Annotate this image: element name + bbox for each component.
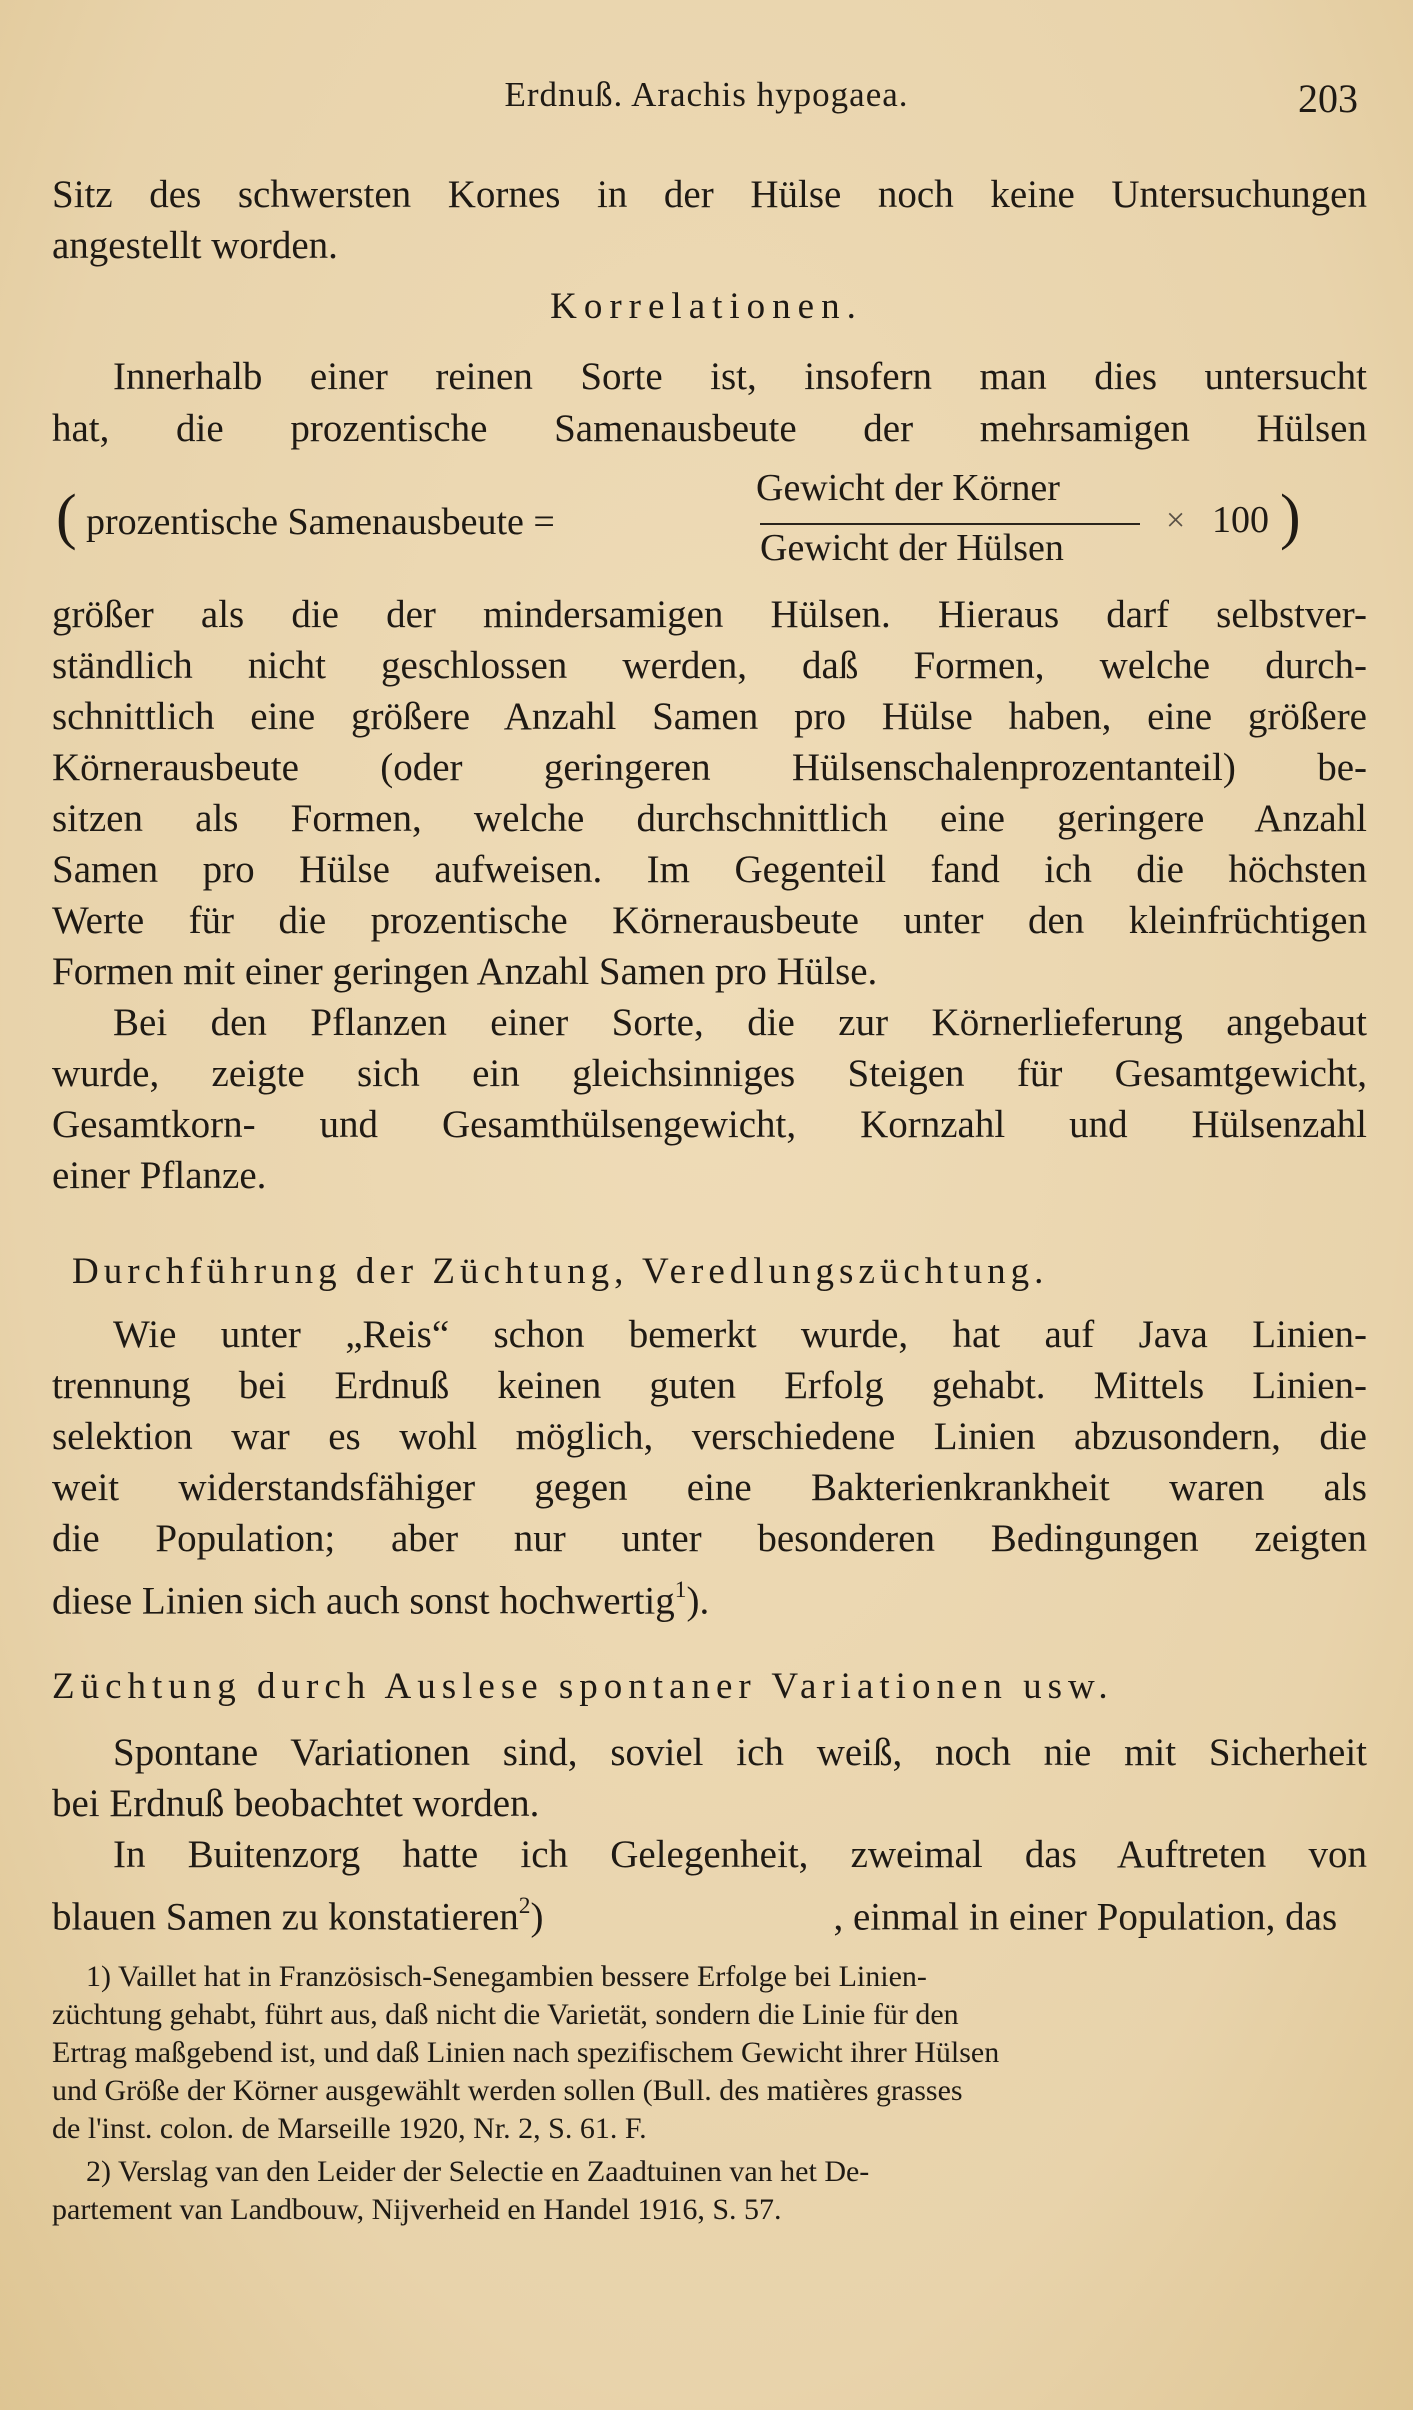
page-number: 203 (1298, 76, 1358, 121)
text-line: wurde, zeigte sich ein gleichsinniges Steigen für Gesamtgewicht, (52, 1052, 1367, 1095)
text-line: hat, die prozentische Samenausbeute der mehrsamigen Hülsen (52, 407, 1367, 450)
text-line: größer als die der mindersamigen Hülsen. Hieraus darf selbstver- (52, 593, 1367, 636)
text-line: In Buitenzorg hatte ich Gelegenheit, zweimal das Auftreten von (113, 1833, 1367, 1876)
text-line: bei Erdnuß beobachtet worden. (52, 1782, 540, 1825)
footnote-mark: 1) (86, 1960, 111, 1993)
text-line: sitzen als Formen, welche durchschnittlich eine geringere Anzahl (52, 797, 1367, 840)
text-line (52, 1881, 1367, 1942)
text-line: Formen mit einer geringen Anzahl Samen pro Hülse. (52, 950, 878, 993)
footnote-2 (86, 2153, 1401, 2191)
text-line: Wie unter „Reis“ schon bemerkt wurde, hat auf Java Linien- (113, 1313, 1367, 1356)
text-line: Innerhalb einer reinen Sorte ist, insofern man dies untersucht (113, 355, 1367, 398)
footnote-line: de l'inst. colon. de Marseille 1920, Nr. 2, S. 61. F. (52, 2112, 647, 2145)
text-line: Körnerausbeute (oder geringeren Hülsenschalenprozentanteil) be- (52, 746, 1367, 789)
line-text: ). (686, 1579, 710, 1623)
formula-times: × (1166, 502, 1186, 539)
formula-factor: 100 (1212, 499, 1269, 541)
footnote-text: Verslag van den Leider der Selectie en Zaadtuinen van het De- (117, 2155, 870, 2188)
footnote-text: Vaillet hat in Französisch-Senegambien bessere Erfolge bei Linien- (117, 1960, 927, 1993)
section-heading-durchfuehrung: Durchführung der Züchtung, Veredlungszüchtung. (72, 1251, 1049, 1292)
footnote-ref: 1 (674, 1577, 687, 1603)
formula-close-paren: ) (1280, 483, 1301, 551)
text-line: Spontane Variationen sind, soviel ich weiß, noch nie mit Sicherheit (113, 1731, 1367, 1774)
text-line: Sitz des schwersten Kornes in der Hülse noch keine Untersuchungen (52, 173, 1367, 216)
footnote-mark: 2) (86, 2155, 111, 2188)
text-line: die Population; aber nur unter besonderen Bedingungen zeigten (52, 1517, 1367, 1560)
text-line: trennung bei Erdnuß keinen guten Erfolg gehabt. Mittels Linien- (52, 1364, 1367, 1407)
formula-open-paren: ( (56, 483, 77, 551)
text-line: ständlich nicht geschlossen werden, daß Formen, welche durch- (52, 644, 1367, 687)
text-line: Werte für die prozentische Körnerausbeute unter den kleinfrüchtigen (52, 899, 1367, 942)
footnote-line: züchtung gehabt, führt aus, daß nicht die Varietät, sondern die Linie für den (52, 1998, 959, 2031)
formula-denominator: Gewicht der Hülsen (760, 527, 1064, 569)
running-header: Erdnuß. Arachis hypogaea. (504, 75, 909, 114)
text-line: schnittlich eine größere Anzahl Samen pro Hülse haben, eine größere (52, 695, 1367, 738)
formula-lhs: prozentische Samenausbeute = (86, 501, 555, 543)
footnote-1 (86, 1958, 1401, 1996)
line-text: ) (530, 1895, 544, 1939)
line-text: diese Linien sich auch sonst hochwertig (52, 1579, 675, 1623)
section-heading-korrelationen: Korrelationen. (550, 286, 863, 327)
text-line: Bei den Pflanzen einer Sorte, die zur Körnerlieferung angebaut (113, 1001, 1367, 1044)
text-line: Gesamtkorn- und Gesamthülsengewicht, Kornzahl und Hülsenzahl (52, 1103, 1367, 1146)
fraction-bar (760, 523, 1140, 525)
footnote-line: Ertrag maßgebend ist, und daß Linien nach spezifischem Gewicht ihrer Hülsen (52, 2036, 1000, 2069)
text-line (52, 1565, 1367, 1626)
line-text: , einmal in einer Population, das (833, 1895, 1338, 1939)
footnote-line: und Größe der Körner ausgewählt werden sollen (Bull. des matières grasses (52, 2074, 963, 2107)
text-line: einer Pflanze. (52, 1154, 267, 1197)
section-heading-zuechtung: Züchtung durch Auslese spontaner Variationen usw. (52, 1666, 1114, 1707)
text-line: angestellt worden. (52, 224, 338, 267)
text-line: selektion war es wohl möglich, verschiedene Linien abzusondern, die (52, 1415, 1367, 1458)
text-line: weit widerstandsfähiger gegen eine Bakterienkrankheit waren als (52, 1466, 1367, 1509)
footnote-line: partement van Landbouw, Nijverheid en Handel 1916, S. 57. (52, 2193, 782, 2226)
text-line: Samen pro Hülse aufweisen. Im Gegenteil fand ich die höchsten (52, 848, 1367, 891)
line-text: blauen Samen zu konstatieren (52, 1895, 519, 1939)
footnote-ref: 2 (518, 1893, 531, 1919)
formula-numerator: Gewicht der Körner (756, 467, 1060, 509)
